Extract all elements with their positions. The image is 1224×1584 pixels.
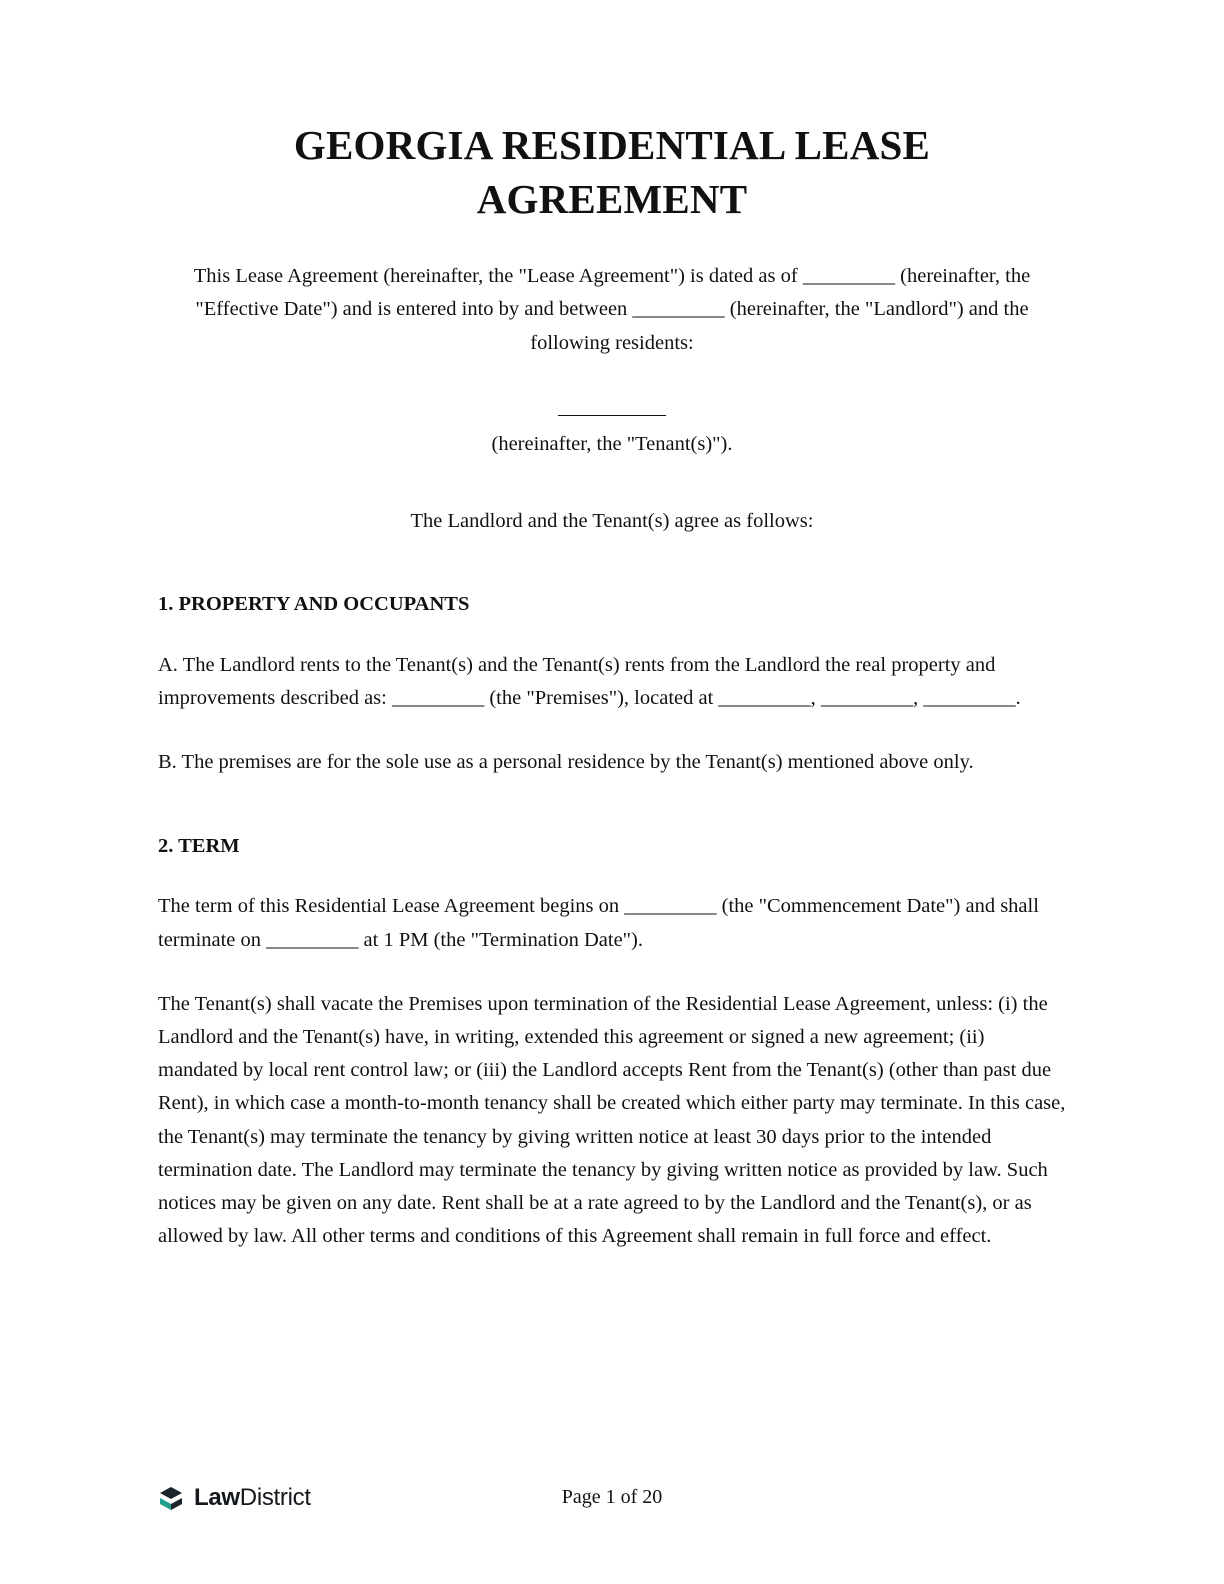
page-number: Page 1 of 20 bbox=[561, 1486, 663, 1508]
section-heading-property-and-occupants: 1. PROPERTY AND OCCUPANTS bbox=[158, 593, 470, 616]
agreement-lead-in: The Landlord and the Tenant(s) agree as follows: bbox=[410, 510, 814, 533]
section-2-paragraph-2: The Tenant(s) shall vacate the Premises upon termination of the Residential Lease Agreement, unless: (i) the Landlord and the Tenant(s) have, in writing, extended this agreement or signed a new agreement; (ii) mandated by local rent control law; or (iii) the Landlord accepts Rent from the Tenant(s) (other than past due Rent), in which case a month-to-month tenancy shall be created which either party may terminate. In this case, the Tenant(s) may terminate the tenancy by giving written notice at least 30 days prior to the intended termination date. The Landlord may terminate the tenancy by giving written notice as provided by law. Such notices may be given on any date. Rent shall be at a rate agreed to by the Landlord and the Tenant(s), or as allowed by law. All other terms and conditions of this Agreement shall remain in full force and effect. bbox=[158, 992, 1066, 1248]
section-2-paragraph-1: The term of this Residential Lease Agreement begins on _________ (the "Commencement Date") and shall terminate on _________ at 1 PM (the "Termination Date"). bbox=[158, 895, 1039, 951]
tenant-blank-line bbox=[558, 400, 666, 416]
section-heading-term: 2. TERM bbox=[158, 834, 240, 857]
section-1-paragraph-a: A. The Landlord rents to the Tenant(s) and the Tenant(s) rents from the Landlord the real property and improvements described as: _________ (the "Premises"), located at _________, _________, _________. bbox=[158, 654, 1021, 710]
tenant-name-blank bbox=[158, 400, 1066, 421]
section-1-paragraph-b: B. The premises are for the sole use as a personal residence by the Tenant(s) mentioned above only. bbox=[158, 751, 974, 774]
intro-paragraph: This Lease Agreement (hereinafter, the "Lease Agreement") is dated as of _________ (hereinafter, the "Effective Date") and is entered into by and between _________ (hereinafter, the "Landlord") and the following residents: bbox=[193, 265, 1031, 354]
brand-light: District bbox=[239, 1484, 311, 1511]
page-title: GEORGIA RESIDENTIAL LEASE AGREEMENT bbox=[293, 122, 931, 223]
page-footer bbox=[158, 1472, 1066, 1512]
brand-bold: Law bbox=[194, 1484, 240, 1511]
tenant-caption: (hereinafter, the "Tenant(s)"). bbox=[491, 432, 733, 455]
